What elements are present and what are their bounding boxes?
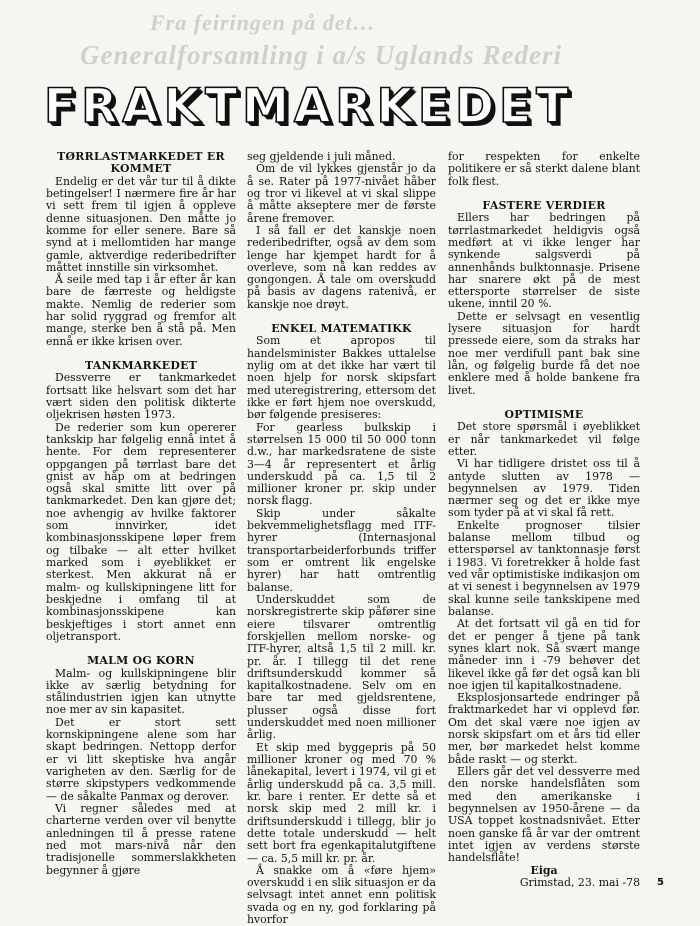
paragraph: seg gjeldende i juli måned.	[247, 150, 396, 163]
paragraph: Det er stort sett kornskipningene alene som har skapt bedringen. Nettopp derfor er vi litt skeptiske hva angår varigheten av den. Særlig for de større skipstypers vedkommende — de såkalte Panmax og derover.	[46, 715, 236, 803]
paragraph: Et skip med byggepris på 50 millioner kroner og med 70 % lånekapital, levert i 1974, vil gi et årlig underskudd på ca. 3,5 mill. kr. bare i renter. Er dette så et norsk skip med 2 mill kr. i driftsunderskudd i tillegg, blir jo dette totale underskudd — helt sett bort fra egenkapitalutgiftene — ca. 5,5 mill kr. pr. år.	[247, 740, 436, 865]
article-title: FRAKTMARKEDET	[44, 79, 574, 134]
paragraph: Eksplosjonsartede endringer på fraktmarkedet har vi opplevd før. Om det skal være noe igjen av norsk skipsfart om et års tid eller mer, bør markedet helst komme både raskt — og sterkt.	[448, 691, 640, 766]
paragraph: For gearless bulkskip i størrelsen 15 000 til 50 000 tonn d.w., har markedsratene de siste 3—4 år representert et årlig underskudd på ca. 1,5 til 2 millioner kroner pr. skip under norsk flagg.	[247, 420, 436, 508]
section-heading: TØRRLASTMARKEDET ER KOMMET	[57, 150, 225, 176]
paragraph: I så fall er det kanskje noen rederibedrifter, også av dem som lenge har kjempet hardt for å overleve, som nå kan reddes av gongongen. Å tale om overskudd på basis av dagens ratenivå, er kanskje noe drøyt.	[247, 223, 436, 311]
paragraph: Malm- og kullskipningene blir ikke av særlig betydning for stålindustrien igjen kan utnytte noe mer av sin kapasitet.	[46, 666, 236, 717]
paragraph: Om de vil lykkes gjenstår jo da å se. Rater på 1977-nivået håber og tror vi likevel at vi skal slippe å måtte akseptere mer de første årene fremover.	[247, 162, 436, 225]
paragraph: Ellers går det vel dessverre med den norske handelsflåten som med den amerikanske i begynnelsen av 1950-årene — da USA toppet kostnadsnivået. Etter noen ganske få år var der omtrent intet igjen av verdens største handelsflåte!	[448, 765, 640, 865]
column-2	[247, 151, 436, 926]
paragraph: Det store spørsmål i øyeblikket er når tankmarkedet vil følge etter.	[448, 420, 640, 458]
paragraph: Skip under såkalte bekvemmelighetsflagg med ITF-hyrer (Internasjonal transportarbeiderforbunds triffer som er omtrent lik engelske hyrer) har hatt omtrentlig balanse.	[247, 506, 436, 594]
author-signature: Eiga	[530, 863, 558, 877]
section-heading: ENKEL MATEMATIKK	[271, 322, 412, 336]
page-number: 5	[657, 877, 664, 888]
paragraph: Enkelte prognoser tilsier balanse mellom tilbud og etterspørsel av tanktonnasje først i 1983. Vi foretrekker å holde fast ved vår optimistiske indikasjon om at vi senest i begynnelsen av 1979 skal kunne seile tankskipene med balanse.	[448, 518, 641, 618]
paragraph: for respekten for enkelte politikere er så sterkt dalene blant folk flest.	[448, 150, 640, 188]
paragraph: Som et apropos til handelsminister Bakkes uttalelse nylig om at det ikke har vært til noen hjelp for norsk skipsfart med uteregistrering, ettersom det ikke er ført hjem noe overskudd, bør følgende presiseres:	[247, 334, 436, 422]
paragraph: De rederier som kun opererer tankskip har følgelig ennå intet å hente. For dem representerer oppgangen på tørrlast bare det gnist av håp om at bedringen også skal smitte litt over på tankmarkedet. Den kan gjøre det; noe avhengig av hvilke faktorer som innvirker, idet kombinasjonsskipene løper frem og tilbake — alt etter hvilket marked som i øyeblikket er sterkest. Men akkurat nå er malm- og kullskipningene litt for beskjedne i omfang til at kombinasjonsskipene kan beskjeftiges i stort annet enn oljetransport.	[46, 420, 236, 643]
column-1	[46, 151, 236, 877]
paragraph: Ellers har bedringen på tørrlastmarkedet heldigvis også medført at vi ikke lenger har synkende salgsverdi på annenhånds bulktonnasje. Prisene har snarere økt på de mest ettersporte størrelser de siste ukene, inntil 20 %.	[448, 211, 640, 311]
dateline: Grimstad, 23. mai -78	[519, 875, 640, 889]
paragraph: Å seile med tap i år efter år kan bare de færreste og heldigste makte. Nemlig de rederier som har solid ryggrad og fremfor alt mange, sterke ben å stå på. Men ennå er ikke krisen over.	[46, 273, 236, 348]
section-heading: MALM OG KORN	[87, 654, 195, 668]
paragraph: Vi regner således med at charterne verden over vil benytte anledningen til å presse ratene ned mot mars-nivå når den tradisjonelle sommerslakkheten begynner å gjøre	[46, 801, 236, 877]
ghost-heading-bleedthrough	[40, 10, 680, 71]
paragraph: Underskuddet som de norskregistrerte skip påfører sine eiere tilsvarer omtrentlig forskjellen mellom norske- og ITF-hyrer, altså 1,5 til 2 mill. kr. pr. år. I tillegg til det rene driftsunderskudd kommer så kapitalkostnadene. Selv om en bare tar med gjeldsrentene, plusser også disse fort underskuddet med noen millioner årlig.	[247, 592, 436, 742]
column-3	[448, 151, 640, 889]
ghost-line-1: Fra feiringen på det…	[150, 10, 376, 35]
paragraph: Endelig er det vår tur til å dikte betingelser! I nærmere fire år har vi sett frem til igjen å oppleve denne situasjonen. Den måtte jo komme for eller senere. Bare så synd at i mellomtiden har mange gamle, aktverdige rederibedrifter måttet innstille sin virksomhet.	[46, 174, 236, 274]
ghost-line-2: Generalforsamling i a/s Uglands Rederi	[80, 40, 563, 70]
paragraph: Dessverre er tankmarkedet fortsatt like helsvart som det har vært siden den politisk dikterte oljekrisen høsten 1973.	[46, 371, 236, 422]
paragraph: Vi har tidligere dristet oss til å antyde slutten av 1978 — begynnelsen av 1979. Tiden nærmer seg og det er ikke mye som tyder på at vi skal få rett.	[448, 457, 640, 520]
paragraph: At det fortsatt vil gå en tid for det er penger å tjene på tank synes klart nok. Så svært mange måneder inn i -79 behøver det likevel ikke gå før det også kan bli noe igjen til kapitalkostnadene.	[448, 617, 640, 692]
paragraph: Dette er selvsagt en vesentlig lysere situasjon for hardt pressede eiere, som da straks har noe mer verdifull pant bak sine lån, og følgelig burde få det noe enklere med å holde bankene fra livet.	[448, 309, 640, 397]
section-heading: OPTIMISME	[504, 407, 584, 421]
section-heading: FASTERE VERDIER	[482, 198, 606, 212]
paragraph: Å snakke om å «føre hjem» overskudd i en slik situasjon er da selvsagt intet annet enn politisk svada og en ny, god forklaring på hvorfor	[247, 863, 436, 926]
section-heading: TANKMARKEDET	[84, 359, 198, 372]
